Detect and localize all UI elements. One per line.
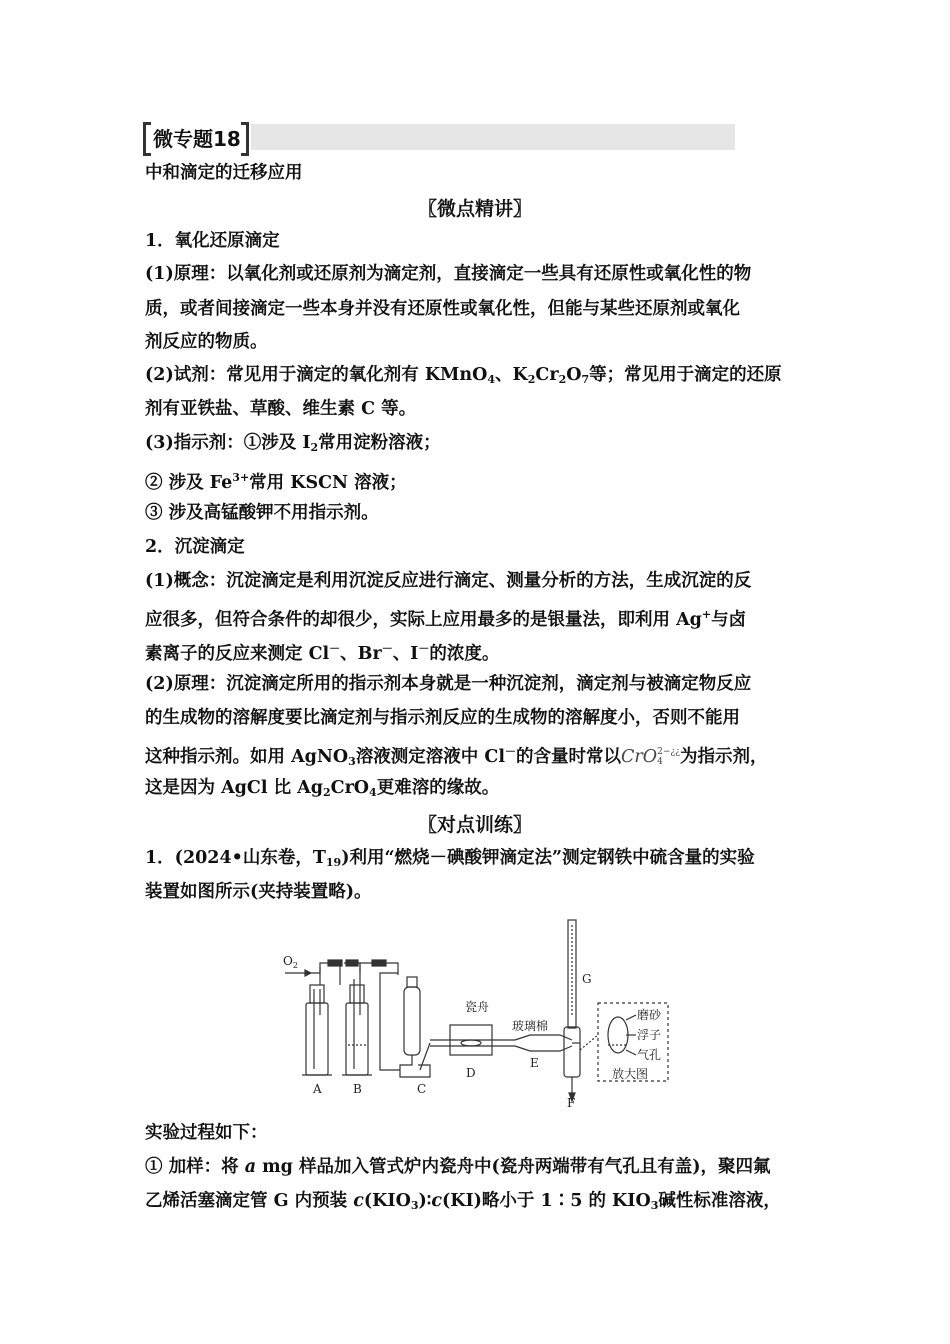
subscript: 4 — [369, 786, 377, 799]
label-a: A — [313, 1082, 322, 1096]
subtitle: 中和滴定的迁移应用 — [145, 163, 303, 183]
formula-scripts — [657, 747, 680, 767]
bottle-b-neck — [350, 985, 364, 1003]
heading-precipitation: 2．沉淀滴定 — [145, 537, 245, 557]
text-run: 素离子的反应来测定 Cl — [145, 644, 330, 664]
paragraph-line: (1)概念：沉淀滴定是利用沉淀反应进行滴定、测量分析的方法，生成沉淀的反 — [145, 571, 752, 591]
text-run: 这种指示剂。如用 AgNO — [145, 747, 349, 767]
rubber-connector — [372, 960, 386, 966]
subscript: 7 — [581, 373, 590, 386]
label-zoom: 放大图 — [612, 1067, 649, 1081]
text-run: ① 加样：将 — [145, 1157, 245, 1177]
text-run: (3)指示剂：①涉及 I — [145, 433, 311, 453]
paragraph-line — [145, 431, 441, 460]
subscript: 3 — [410, 1199, 419, 1212]
porcelain-boat — [461, 1040, 481, 1046]
label-f: F — [567, 1096, 576, 1110]
text-run: )∶ — [418, 1191, 432, 1211]
inlet-arrow-head — [305, 970, 311, 976]
drying-tube-stand — [400, 1055, 430, 1077]
text-run: 等；常见用于滴定的还原 — [589, 365, 782, 385]
drying-tube-c — [404, 987, 420, 1055]
text-run: mg 样品加入管式炉内瓷舟中(瓷舟两端带有气孔且有盖)，聚四氟 — [256, 1157, 771, 1177]
question-line — [145, 846, 755, 875]
paragraph-line: 的生成物的溶解度要比滴定剂与指示剂反应的生成物的溶解度小，否则不能用 — [145, 708, 740, 728]
superscript: － — [418, 642, 430, 655]
subscript: 3 — [650, 1199, 659, 1212]
paragraph-line — [145, 1155, 771, 1179]
banner-label-box — [143, 121, 253, 152]
variable: c — [353, 1191, 364, 1211]
subscript: 2 — [322, 786, 331, 799]
banner-title: 微专题18 — [153, 127, 241, 151]
text-run: (KI)略小于 1∶5 的 KIO — [441, 1191, 651, 1211]
text-run: 这是因为 AgCl 比 Ag — [145, 778, 323, 798]
label-float: 浮子 — [637, 1028, 662, 1042]
text-run: )利用“燃烧－碘酸钾滴定法”测定钢铁中硫含量的实验 — [341, 848, 755, 868]
paragraph-line: 实验过程如下： — [145, 1123, 268, 1143]
text-run: Cr — [535, 365, 559, 385]
paragraph-line — [145, 1189, 781, 1218]
paragraph-line — [145, 603, 746, 632]
subscript: 2 — [310, 441, 319, 454]
subscript: 2 — [558, 373, 567, 386]
callout-line — [626, 1015, 636, 1020]
heading-redox: 1．氧化还原滴定 — [145, 231, 280, 251]
text-run: 1．(2024•山东卷，T — [145, 848, 326, 868]
rubber-connector — [328, 960, 342, 966]
text-run: 、Br — [340, 644, 382, 664]
right-bracket — [241, 122, 249, 156]
apparatus-figure — [280, 915, 672, 1110]
subscript: 4 — [657, 757, 663, 767]
superscript: + — [701, 608, 712, 621]
paragraph-line: (2)原理：沉淀滴定所用的指示剂本身就是一种沉淀剂，滴定剂与被滴定物反应 — [145, 674, 752, 694]
superscript: － — [329, 642, 341, 655]
question-line: 装置如图所示(夹持装置略)。 — [145, 882, 372, 902]
tube-to-c — [380, 973, 400, 1070]
superscript: － — [504, 745, 516, 758]
drying-tube-neck — [407, 977, 417, 987]
paragraph-line: (1)原理：以氧化剂或还原剂为滴定剂，直接滴定一些具有还原性或氧化性的物 — [145, 264, 752, 284]
text-run: 、K — [495, 365, 528, 385]
label-e: E — [530, 1056, 539, 1070]
text-run: 的含量时常以 — [515, 747, 621, 767]
paragraph-line: 剂有亚铁盐、草酸、维生素 C 等。 — [145, 399, 417, 419]
left-bracket — [143, 122, 151, 156]
text-run: 乙烯活塞滴定管 G 内预装 — [145, 1191, 354, 1211]
paragraph-line: 质，或者间接滴定一些本身并没有还原性或氧化性，但能与某些还原剂或氧化 — [145, 299, 740, 319]
bottle-b — [346, 1003, 368, 1075]
variable: a — [244, 1157, 257, 1177]
label-c: C — [417, 1082, 427, 1096]
paragraph-line — [145, 776, 499, 805]
paragraph-line — [145, 466, 407, 495]
chromate-formula: CrO — [620, 747, 658, 767]
tube-c-to-d — [420, 1043, 430, 1070]
paragraph-line: ③ 涉及高锰酸钾不用指示剂。 — [145, 503, 379, 523]
text-run: 溶液测定溶液中 Cl — [355, 747, 505, 767]
superscript: 3+ — [232, 471, 250, 484]
titration-vessel-f — [564, 1027, 580, 1077]
subscript: 4 — [487, 373, 496, 386]
subscript: 2 — [527, 373, 536, 386]
text-run: 、I — [392, 644, 419, 664]
section-banner — [143, 121, 735, 152]
label-air-hole: 气孔 — [637, 1048, 662, 1062]
text-run: O — [566, 365, 582, 385]
superscript: － — [381, 642, 393, 655]
text-run: (2)试剂：常见用于滴定的氧化剂有 KMnO — [145, 365, 488, 385]
text-run: 常用淀粉溶液； — [318, 433, 441, 453]
paragraph-line: 剂反应的物质。 — [145, 332, 268, 352]
text-run: 常用 KSCN 溶液； — [249, 473, 407, 493]
callout-line — [626, 1050, 636, 1055]
section-header-practice: 〖对点训练〗 — [417, 814, 532, 836]
section-header-explain: 〖微点精讲〗 — [417, 198, 532, 220]
apparatus-diagram — [280, 915, 672, 1110]
text-run: 碱性标准溶液， — [658, 1191, 781, 1211]
subscript: 3 — [348, 755, 356, 768]
label-b: B — [353, 1082, 362, 1096]
label-ground-glass: 磨砂 — [637, 1008, 662, 1022]
text-run: ② 涉及 Fe — [145, 473, 233, 493]
text-run: 更难溶的缘故。 — [376, 778, 500, 798]
rubber-connector — [346, 960, 358, 966]
label-d: D — [466, 1066, 476, 1080]
paragraph-line — [145, 637, 499, 666]
label-g: G — [582, 972, 592, 986]
banner-bar — [251, 124, 735, 150]
text-run: 的浓度。 — [429, 644, 500, 664]
label-o2: $O_2$ — [283, 954, 298, 970]
bottle-a — [306, 1003, 328, 1075]
text-run: 应很多，但符合条件的却很少，实际上应用最多的是银量法，即利用 Ag — [145, 610, 702, 630]
label-glass-wool: 玻璃棉 — [512, 1019, 549, 1033]
float-bulb — [608, 1017, 628, 1053]
text-run: CrO — [330, 778, 370, 798]
variable: c — [431, 1191, 442, 1211]
label-boat: 瓷舟 — [465, 1000, 490, 1014]
subscript: 19 — [325, 856, 342, 869]
bottle-a-neck — [310, 985, 324, 1003]
paragraph-line — [145, 740, 768, 774]
zoom-leader — [580, 1035, 598, 1050]
text-run: 为指示剂， — [680, 747, 768, 767]
text-run: (KIO — [363, 1191, 411, 1211]
superscript: 2−¿¿ — [657, 747, 681, 757]
text-run: 与卤 — [711, 610, 747, 630]
paragraph-line — [145, 363, 782, 392]
